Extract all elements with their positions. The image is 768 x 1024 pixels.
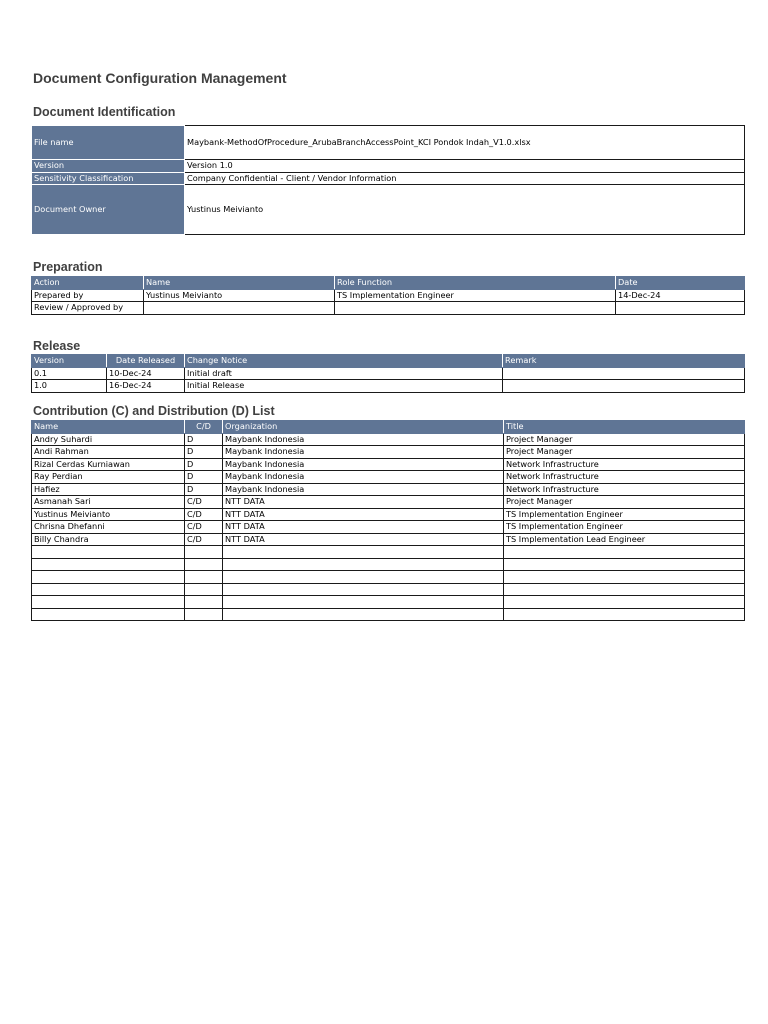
table-cell bbox=[504, 558, 745, 571]
table-row bbox=[32, 289, 745, 302]
table-cell bbox=[503, 367, 745, 380]
table-cell bbox=[32, 608, 185, 621]
owner-label: Document Owner bbox=[32, 185, 185, 235]
table-cell bbox=[504, 608, 745, 621]
identification-heading: Document Identification bbox=[33, 105, 176, 119]
table-cell: Project Manager bbox=[504, 446, 745, 459]
table-row bbox=[32, 508, 745, 521]
owner-value: Yustinus Meivianto bbox=[185, 185, 745, 235]
table-row bbox=[32, 433, 745, 446]
identification-row-file-name bbox=[32, 126, 745, 160]
release-table bbox=[31, 354, 745, 393]
table-cell: TS Implementation Engineer bbox=[335, 289, 616, 302]
table-cell: Project Manager bbox=[504, 496, 745, 509]
table-cell: D bbox=[185, 433, 223, 446]
distribution-header-row bbox=[32, 421, 745, 434]
version-label: Version bbox=[32, 160, 185, 173]
table-cell bbox=[504, 571, 745, 584]
preparation-header-row bbox=[32, 277, 745, 290]
column-header: Date bbox=[616, 277, 745, 290]
table-row bbox=[32, 496, 745, 509]
file-name-value: Maybank-MethodOfProcedure_ArubaBranchAccessPoint_KCI Pondok Indah_V1.0.xlsx bbox=[185, 126, 745, 160]
table-cell: NTT DATA bbox=[223, 496, 504, 509]
table-cell: Hafiez bbox=[32, 483, 185, 496]
table-cell bbox=[223, 558, 504, 571]
table-cell: Ray Perdian bbox=[32, 471, 185, 484]
table-cell: Maybank Indonesia bbox=[223, 433, 504, 446]
table-row bbox=[32, 608, 745, 621]
table-cell: NTT DATA bbox=[223, 521, 504, 534]
table-cell: Maybank Indonesia bbox=[223, 483, 504, 496]
table-cell: Andi Rahman bbox=[32, 446, 185, 459]
table-cell: Asmanah Sari bbox=[32, 496, 185, 509]
table-cell: Maybank Indonesia bbox=[223, 471, 504, 484]
table-cell: D bbox=[185, 483, 223, 496]
table-cell: C/D bbox=[185, 496, 223, 509]
table-cell bbox=[32, 583, 185, 596]
table-row bbox=[32, 521, 745, 534]
table-cell: Billy Chandra bbox=[32, 533, 185, 546]
table-cell bbox=[504, 596, 745, 609]
table-cell bbox=[185, 546, 223, 559]
column-header: Remark bbox=[503, 355, 745, 368]
table-row bbox=[32, 483, 745, 496]
table-row bbox=[32, 367, 745, 380]
table-row bbox=[32, 471, 745, 484]
identification-row-owner bbox=[32, 185, 745, 235]
table-cell bbox=[223, 583, 504, 596]
table-cell: 16-Dec-24 bbox=[107, 380, 185, 393]
table-cell: Yustinus Meivianto bbox=[32, 508, 185, 521]
table-row bbox=[32, 596, 745, 609]
table-row bbox=[32, 458, 745, 471]
column-header: C/D bbox=[185, 421, 223, 434]
release-heading: Release bbox=[33, 339, 81, 353]
version-value: Version 1.0 bbox=[185, 160, 745, 173]
preparation-heading: Preparation bbox=[33, 260, 103, 274]
table-cell: Rizal Cerdas Kurniawan bbox=[32, 458, 185, 471]
table-cell bbox=[223, 596, 504, 609]
sensitivity-value: Company Confidential - Client / Vendor Information bbox=[185, 172, 745, 185]
table-row bbox=[32, 533, 745, 546]
table-cell: Maybank Indonesia bbox=[223, 458, 504, 471]
table-row bbox=[32, 583, 745, 596]
identification-row-version bbox=[32, 160, 745, 173]
table-cell bbox=[185, 571, 223, 584]
table-cell bbox=[504, 583, 745, 596]
table-cell bbox=[32, 546, 185, 559]
table-cell: Andry Suhardi bbox=[32, 433, 185, 446]
preparation-table bbox=[31, 276, 745, 315]
table-cell: TS Implementation Engineer bbox=[504, 508, 745, 521]
table-cell: Maybank Indonesia bbox=[223, 446, 504, 459]
table-cell bbox=[223, 546, 504, 559]
table-cell bbox=[185, 583, 223, 596]
table-cell: Project Manager bbox=[504, 433, 745, 446]
column-header: Title bbox=[504, 421, 745, 434]
table-cell: Prepared by bbox=[32, 289, 144, 302]
table-cell bbox=[185, 596, 223, 609]
page-title: Document Configuration Management bbox=[33, 70, 287, 86]
table-cell bbox=[616, 302, 745, 315]
table-cell bbox=[144, 302, 335, 315]
table-cell: Network Infrastructure bbox=[504, 483, 745, 496]
table-cell bbox=[32, 571, 185, 584]
table-cell: C/D bbox=[185, 508, 223, 521]
table-cell bbox=[504, 546, 745, 559]
table-cell: Initial draft bbox=[185, 367, 503, 380]
table-cell: Review / Approved by bbox=[32, 302, 144, 315]
table-cell: D bbox=[185, 446, 223, 459]
identification-table bbox=[31, 125, 745, 235]
distribution-heading: Contribution (C) and Distribution (D) List bbox=[33, 404, 275, 418]
table-cell bbox=[185, 558, 223, 571]
table-cell: NTT DATA bbox=[223, 508, 504, 521]
table-row bbox=[32, 571, 745, 584]
distribution-rows bbox=[32, 433, 745, 621]
table-cell bbox=[223, 571, 504, 584]
release-header-row bbox=[32, 355, 745, 368]
table-cell: D bbox=[185, 471, 223, 484]
table-row bbox=[32, 446, 745, 459]
table-cell: Network Infrastructure bbox=[504, 471, 745, 484]
table-cell: TS Implementation Lead Engineer bbox=[504, 533, 745, 546]
column-header: Name bbox=[32, 421, 185, 434]
column-header: Action bbox=[32, 277, 144, 290]
table-cell: 14-Dec-24 bbox=[616, 289, 745, 302]
table-cell: Chrisna Dhefanni bbox=[32, 521, 185, 534]
distribution-table bbox=[31, 420, 745, 621]
table-cell: 0.1 bbox=[32, 367, 107, 380]
table-row bbox=[32, 302, 745, 315]
column-header: Date Released bbox=[107, 355, 185, 368]
table-cell bbox=[503, 380, 745, 393]
table-cell bbox=[32, 558, 185, 571]
table-cell: 10-Dec-24 bbox=[107, 367, 185, 380]
table-row bbox=[32, 380, 745, 393]
column-header: Version bbox=[32, 355, 107, 368]
column-header: Role Function bbox=[335, 277, 616, 290]
table-cell bbox=[335, 302, 616, 315]
table-row bbox=[32, 546, 745, 559]
table-row bbox=[32, 558, 745, 571]
table-cell: NTT DATA bbox=[223, 533, 504, 546]
table-cell: C/D bbox=[185, 533, 223, 546]
table-cell bbox=[185, 608, 223, 621]
identification-row-sensitivity bbox=[32, 172, 745, 185]
table-cell: C/D bbox=[185, 521, 223, 534]
sensitivity-label: Sensitivity Classification bbox=[32, 172, 185, 185]
table-cell: TS Implementation Engineer bbox=[504, 521, 745, 534]
table-cell: D bbox=[185, 458, 223, 471]
column-header: Organization bbox=[223, 421, 504, 434]
column-header: Change Notice bbox=[185, 355, 503, 368]
column-header: Name bbox=[144, 277, 335, 290]
table-cell: Network Infrastructure bbox=[504, 458, 745, 471]
table-cell bbox=[223, 608, 504, 621]
table-cell bbox=[32, 596, 185, 609]
file-name-label: File name bbox=[32, 126, 185, 160]
table-cell: Yustinus Meivianto bbox=[144, 289, 335, 302]
table-cell: 1.0 bbox=[32, 380, 107, 393]
table-cell: Initial Release bbox=[185, 380, 503, 393]
